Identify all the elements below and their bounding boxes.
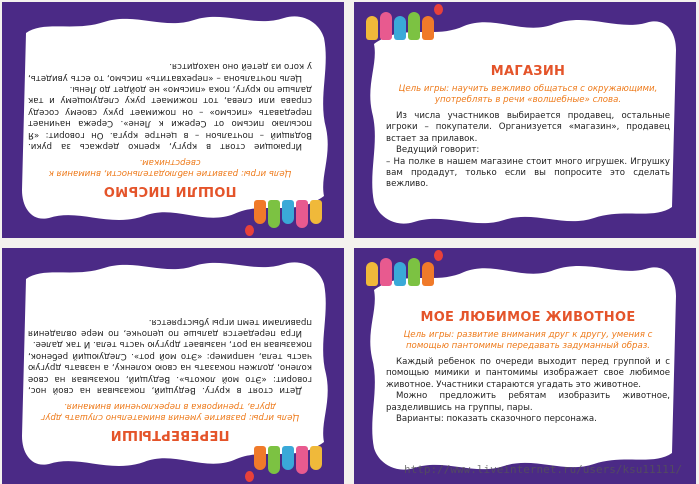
card-paragraph: Можно предложить ребятам изобразить животное, разделившись на группы, пары.: [386, 391, 670, 413]
card-body: [386, 357, 670, 425]
children-illustration: [362, 250, 448, 288]
watermark-url: http://www.liveinternet.ru/users/ksu11111/: [404, 463, 683, 476]
card-paragraph: Играющие стоят в кругу, крепко держась за руки. Водящий – почтальон – в центре круга. Он говорит: «Я посылаю письмо от Сережи к Лене». Сережа начинает передавать «письмо» – он пожимает руку своему соседу справа или слева, тот пожимает руку следующему и так дальше по кругу, пока «письмо» не дойдет до Лены.: [28, 83, 312, 151]
card-paragraph: Дети стоят в кругу. Ведущий, показывая на свой нос, говорит: «Это мой локоть». Ведущий, показывая на свое колено, должен показать на свою коленку, а назвать другую часть тела, например: «Это мой рот». Следующий ребенок, показывая на рот, называет другую часть тела. И так далее.: [28, 339, 312, 395]
card-favorite-animal: [354, 248, 696, 484]
card-title: ПОШЛИ ПИСЬМО: [103, 183, 237, 198]
card-paragraph: Из числа участников выбирается продавец, остальные игроки – покупатели. Организуется «магазин», продавец встает за прилавок.: [386, 111, 670, 144]
card-turnovers: [2, 248, 344, 484]
children-illustration: [240, 198, 326, 236]
card-body: [28, 60, 312, 151]
card-paragraph: Ведущий говорит:: [396, 145, 480, 156]
children-illustration: [240, 444, 326, 482]
card-goal: Цель игры: развитие умения внимательно слушать друг друга, тренировка в переключении внимания.: [40, 401, 300, 422]
card-body: [386, 111, 670, 191]
card-paragraph: Варианты: показать сказочного персонажа.: [396, 414, 597, 425]
card-paragraph: Игра передается дальше по цепочке, по мере овладения правилами темп игры убыстряется.: [28, 316, 312, 338]
cut-line-horizontal: [0, 242, 699, 248]
card-goal: Цель игры: развитие наблюдательности, внимания к сверстникам.: [48, 157, 292, 178]
card-title: МОЕ ЛЮБИМОЕ ЖИВОТНОЕ: [420, 310, 636, 325]
card-title: МАГАЗИН: [490, 64, 566, 79]
card-goal: Цель игры: развитие внимания друг к другу, умения с помощью пантомимы передавать задуманный образ.: [403, 330, 653, 351]
children-illustration: [362, 4, 448, 42]
card-shop: [354, 2, 696, 238]
card-title: ПЕРЕВЕРТЫШИ: [110, 427, 230, 442]
card-paragraph: Каждый ребенок по очереди выходит перед группой и с помощью мимики и пантомимы изображает свое любимое животное. Участники стараются угадать это животное.: [386, 357, 670, 390]
card-send-letter: [2, 2, 344, 238]
card-paragraph: – На полке в нашем магазине стоит много игрушек. Игрушку вам продадут, только если вы попросите это сделать вежливо.: [386, 156, 670, 190]
card-body: [28, 315, 312, 395]
card-goal: Цель игры: научить вежливо общаться с окружающими, употреблять в речи «волшебные» слова.: [398, 84, 658, 105]
card-paragraph: Цель почтальона – «перехватить» письмо, то есть увидеть, у кого из детей оно находится.: [28, 61, 312, 83]
